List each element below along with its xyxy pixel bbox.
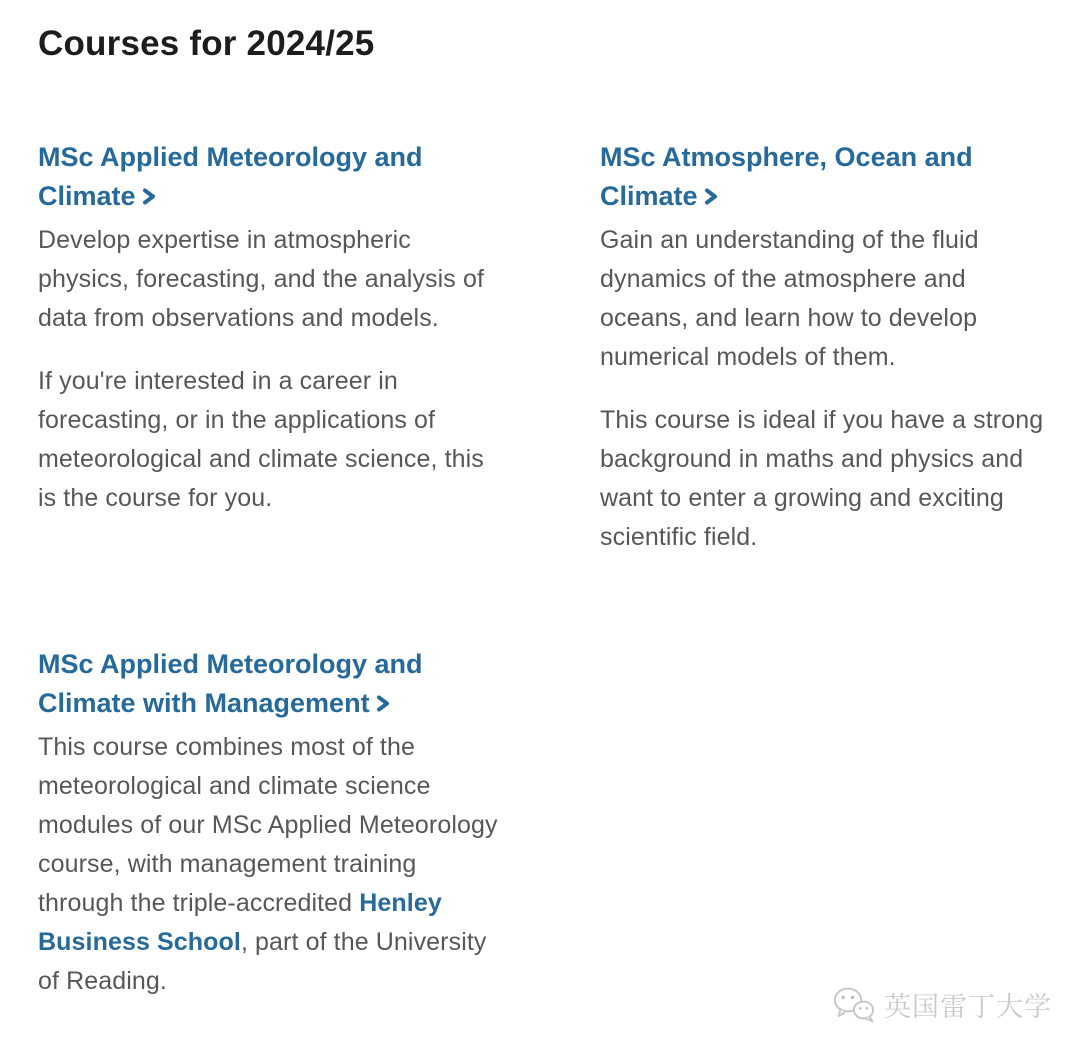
chevron-right-icon <box>376 694 391 713</box>
course-description: This course is ideal if you have a strong background in maths and physics and want to enter a growing and exciting scientific field. <box>600 406 1044 551</box>
page-title: Courses for 2024/25 <box>38 24 375 63</box>
course-link-applied-meteorology[interactable] <box>38 138 508 216</box>
course-card-applied-meteorology <box>38 138 508 518</box>
course-title: MSc Applied Meteorology and Climate <box>38 142 423 211</box>
chevron-right-icon <box>142 187 157 206</box>
course-link-applied-meteorology-management[interactable] <box>38 645 508 723</box>
chevron-right-icon <box>704 187 719 206</box>
course-title: MSc Applied Meteorology and Climate with Management <box>38 649 423 718</box>
course-link-atmosphere-ocean[interactable] <box>600 138 1058 216</box>
course-description <box>38 728 508 1001</box>
watermark-text: 英国雷丁大学 <box>884 992 1052 1022</box>
course-description: If you're interested in a career in forecasting, or in the applications of meteorological and climate science, this is the course for you. <box>38 367 484 512</box>
course-card-atmosphere-ocean <box>600 138 1058 557</box>
course-description: Develop expertise in atmospheric physics, forecasting, and the analysis of data from observations and models. <box>38 226 485 332</box>
description-text: , part of the University of Reading. <box>38 928 487 995</box>
course-card-applied-meteorology-management <box>38 645 508 1001</box>
courses-grid <box>38 138 1058 1001</box>
course-title: MSc Atmosphere, Ocean and Climate <box>600 142 973 211</box>
wechat-icon <box>832 986 876 1024</box>
watermark <box>832 985 1052 1024</box>
henley-business-school-link[interactable]: Henley Business School <box>38 889 442 956</box>
course-description: Gain an understanding of the fluid dynamics of the atmosphere and oceans, and learn how to develop numerical models of them. <box>600 226 979 371</box>
description-text: This course combines most of the meteorological and climate science modules of our MSc Applied Meteorology course, with management training through the triple-accredited <box>38 733 498 917</box>
